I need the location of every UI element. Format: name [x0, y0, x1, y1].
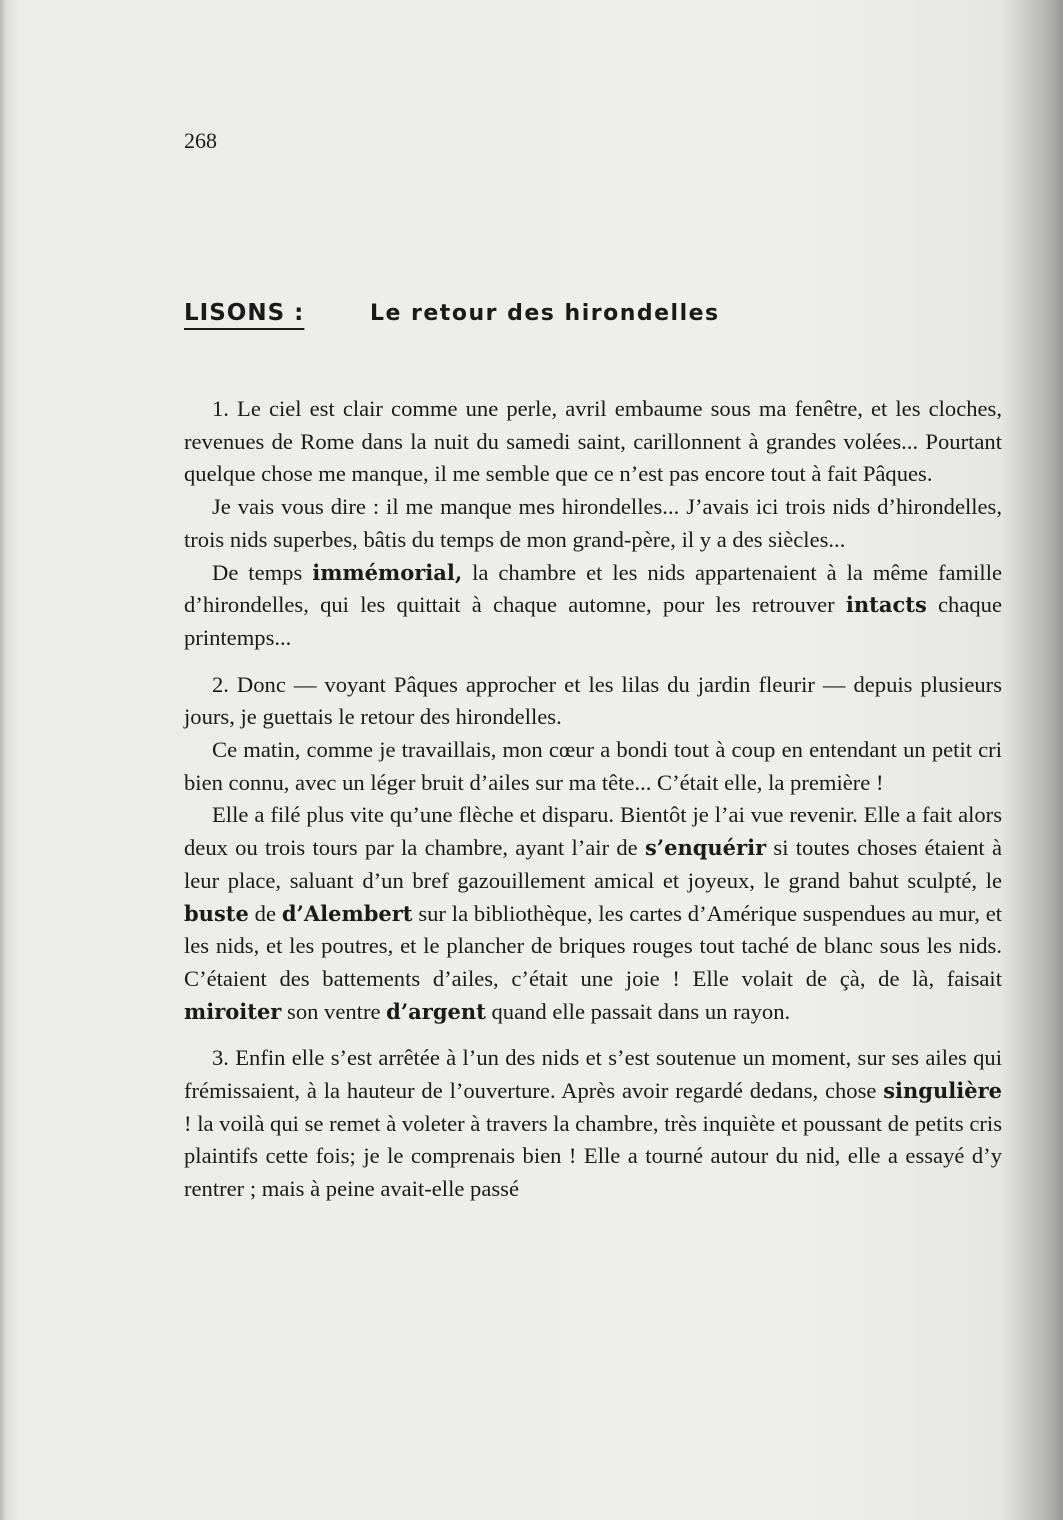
reading-text	[184, 393, 1002, 1206]
section-gap	[184, 1028, 1002, 1042]
section-heading	[184, 300, 720, 326]
page-number: 268	[184, 128, 217, 153]
vocabulary-word: singulière	[883, 1078, 1002, 1104]
text-run: la chambre et les nids appartenaient à la même famille d’hirondelles, qui les quittait à chaque automne, pour les retrouver	[184, 559, 1002, 618]
heading-label: LISONS :	[184, 300, 305, 326]
text-run: son ventre	[281, 998, 387, 1024]
text-run: ! la voilà qui se remet à voleter à travers la chambre, très inquiète et poussant de petits cris plaintifs cette fois; je le comprenais bien ! Elle a tourné autour du nid, elle a essayé d’y rentrer ; mais à peine avait-elle passé	[184, 1110, 1002, 1202]
vocabulary-word: buste	[184, 900, 249, 926]
text-run: Elle a filé plus vite qu’une flèche et disparu. Bientôt je l’ai vue revenir. Elle a fait alors deux ou trois tours par la chambre, ayant l’air de	[184, 802, 1002, 861]
text-run: chaque printemps...	[184, 592, 1002, 650]
vocabulary-word: s’enquérir	[644, 835, 767, 861]
vocabulary-word: miroiter	[184, 998, 282, 1024]
text-run: De temps	[212, 559, 313, 585]
text-run: quand elle passait dans un rayon.	[485, 998, 791, 1024]
text-run: 2. Donc — voyant Pâques approcher et les lilas du jardin fleurir — depuis plusieurs jours, je guettais le retour des hirondelles.	[184, 671, 1002, 730]
vocabulary-word: immémorial,	[312, 559, 463, 585]
paragraph-p6	[184, 799, 1002, 1028]
paragraph-p5	[184, 734, 1002, 799]
vocabulary-word: intacts	[845, 592, 927, 618]
text-run: Je vais vous dire : il me manque mes hirondelles... J’avais ici trois nids d’hirondelles, trois nids superbes, bâtis du temps de mon grand-père, il y a des siècles...	[184, 494, 1002, 552]
heading-title: Le retour des hirondelles	[369, 301, 720, 326]
vocabulary-word: d’Alembert	[281, 900, 413, 926]
section-gap	[184, 655, 1002, 669]
text-run: si toutes choses étaient à leur place, saluant d’un bref gazouillement amical et joyeux, le grand bahut sculpté, le	[184, 835, 1002, 893]
paragraph-p4	[184, 669, 1002, 734]
text-run: 1. Le ciel est clair comme une perle, avril embaume sous ma fenêtre, et les cloches, revenues de Rome dans la nuit du samedi saint, carillonnent à grandes volées... Pourtant quelque chose me manque, il me semble que ce n’est pas encore tout à fait Pâques.	[184, 396, 1002, 487]
text-run: 3. Enfin elle s’est arrêtée à l’un des nids et s’est soutenue un moment, sur ses ailes qui frémissaient, à la hauteur de l’ouverture. Après avoir regardé dedans, chose	[184, 1045, 1002, 1104]
paragraph-p7	[184, 1042, 1002, 1206]
paragraph-p2	[184, 491, 1002, 556]
vocabulary-word: d’argent	[386, 998, 486, 1024]
text-run: sur la bibliothèque, les cartes d’Amérique suspendues au mur, et les nids, et les poutres, et le plancher de briques rouges tout taché de blanc sous les nids. C’étaient des battements d’ailes, c’était une joie ! Elle volait de çà, de là, faisait	[184, 900, 1002, 991]
text-run: Ce matin, comme je travaillais, mon cœur a bondi tout à coup en entendant un petit cri bien connu, avec un léger bruit d’ailes sur ma tête... C’était elle, la première !	[184, 737, 1002, 795]
paragraph-p3	[184, 557, 1002, 655]
paragraph-p1	[184, 393, 1002, 491]
text-run: de	[248, 900, 282, 926]
